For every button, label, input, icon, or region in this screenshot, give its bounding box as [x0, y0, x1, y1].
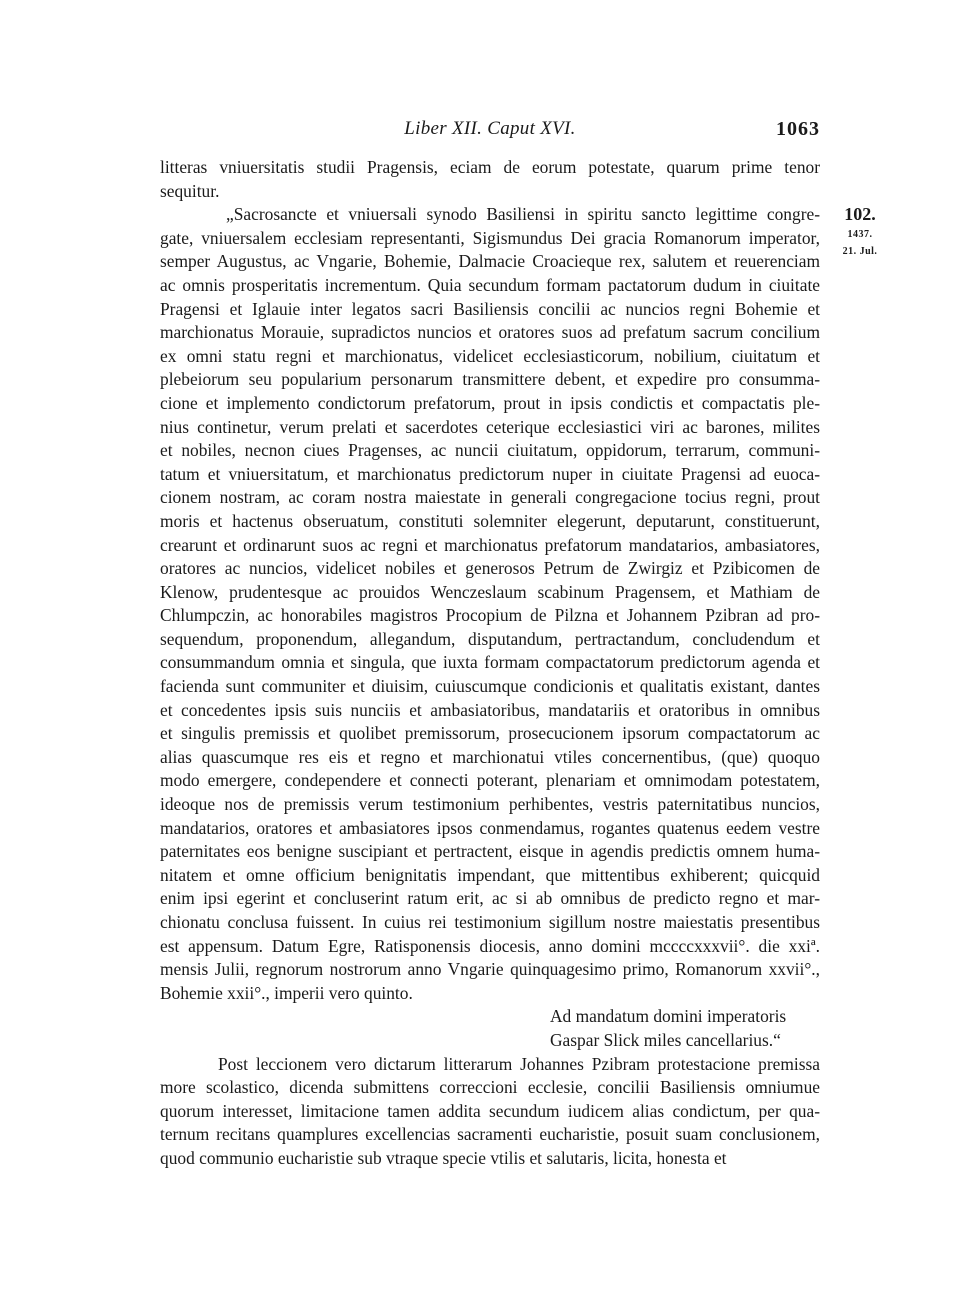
paragraph-following [160, 1053, 820, 1171]
page-number: 1063 [776, 118, 820, 140]
text-line: paternitates eos benigne suscipiant et pertractent, eisque in agendis predictis omnem huma- [160, 841, 820, 862]
text-line: tatum et vniuersitatum, et marchionatus predictorum nuper in ciuitate Pragensi ad euoca- [160, 463, 820, 484]
text-line: „Sacrosancte et vniuersali synodo Basiliensi in spiritu sancto legittime congre- [226, 204, 820, 225]
text-line: Klenow, prudentesque ac prouidos Wenczeslaum scabinum Pragensem, et Mathiam de [160, 581, 820, 602]
text-line: moris et hactenus obseruatum, constituti solemniter elegerunt, deputarunt, constituerunt, [160, 510, 820, 531]
running-header [160, 118, 820, 144]
text-line: ternum recitans quamplures excellencias sacramenti eucharistie, posuit suam conclusionem, [160, 1124, 820, 1145]
text-line: consummandum omnia et singula, que iuxta formam compactatorum predictorum agenda et [160, 652, 820, 673]
text-line: enim ipsi egerint et concluserint ratum erit, ac si ab omnibus de predicto regno et mar- [160, 888, 820, 909]
text-line: sequendum, proponendum, allegandum, disputandum, pertractandum, concludendum et [160, 628, 820, 649]
text-line: ex omni statu regni et marchionatus, videlicet ecclesiasticorum, nobilium, ciuitatum et [160, 345, 820, 366]
paragraph-opening [160, 156, 820, 203]
text-line: nitatem et omne officium benignitatis impendant, que mittentibus exhiberent; quicquid [160, 864, 820, 885]
text-line: modo emergere, condependere et connecti poterant, plenariam et omnimodam potestatem, [160, 770, 820, 791]
text-line: alias quascumque res eis et regno et marchionatui vtiles concernentibus, (que) quoquo [160, 746, 820, 767]
text-line: Bohemie xxii°., imperii vero quinto. [160, 982, 413, 1003]
text-line: crearunt et ordinarunt suos ac regni et marchionatus prefatorum mandatarios, ambasiatores, [160, 534, 820, 555]
text-line: cionem nostram, ac coram nostra maiestate in generali congregacione tocius regni, prout [160, 487, 820, 508]
text-line: et nobiles, necnon ciues Pragenses, ac nuncii ciuitatum, oppidorum, terrarum, communi- [160, 440, 820, 461]
body-text [160, 156, 820, 1171]
signature-line: Gaspar Slick miles cancellarius.“ [550, 1029, 781, 1050]
margin-date: 21. Jul. [842, 246, 878, 257]
text-line: quod communio eucharistie sub vtraque specie vtilis et salutaris, licita, honesta et [160, 1147, 727, 1168]
text-line: et singulis premissis et quolibet premissorum, prosecucionem ipsorum compactatorum ac [160, 723, 820, 744]
text-line: sequitur. [160, 180, 220, 201]
text-line: mandatarios, oratores et ambasiatores ipsos conmendamus, rogantes quatenus eedem vestre [160, 817, 820, 838]
text-line: Chlumpczin, ac honorabiles magistros Procopium de Pilzna et Johannem Pzibran ad pro- [160, 605, 820, 626]
text-line: plebeiorum seu popularium personarum transmittere debent, et expedire pro consumma- [160, 369, 820, 390]
paragraph-imperial-letter [160, 203, 820, 1005]
text-line: Post leccionem vero dictarum litterarum Johannes Pzibram protestacione premissa [218, 1053, 820, 1074]
margin-document-number: 102. [844, 204, 876, 224]
text-line: Pragensi et Iglauie inter legatos sacri Basiliensis concilii ac nuncios regni Bohemie et [160, 298, 820, 319]
text-line: more scolastico, dicenda submittens correccioni ecclesie, concilii Basiliensis omniumue [160, 1077, 820, 1098]
text-line: cione et implemento condictorum prefatorum, prout in ipsis condictis et compactatis ple- [160, 392, 820, 413]
text-line: chionatu conclusa fuissent. In cuius rei testimonium sigillum nostre maiestatis presentibus [160, 912, 820, 932]
text-line: semper Augustus, ac Vngarie, Bohemie, Dalmacie Croacieque rex, salutem et reuerenciam [160, 251, 820, 272]
text-line: marchionatus Morauie, supradictos nuncios et oratores suos ad prefatum sacrum concilium [160, 322, 820, 343]
margin-year: 1437. [847, 229, 873, 240]
text-line: oratores ac nuncios, videlicet nobiles et generosos Petrum de Zwirgiz et Pzibicomen de [160, 558, 820, 579]
text-line: quorum interesset, limitacione tamen addita secundum iudicem alias condictum, per qua- [160, 1100, 820, 1121]
text-line: mensis Julii, regnorum nostrorum anno Vngarie quinquagesimo primo, Romanorum xxvii°., [160, 959, 820, 980]
running-title: Liber XII. Caput XVI. [404, 118, 576, 139]
text-line: ac omnis prosperitatis incrementum. Quia secundum formam pactatorum dudum in ciuitate [160, 274, 820, 295]
signature-line: Ad mandatum domini imperatoris [550, 1006, 787, 1027]
text-line: et concedentes ipsis suis nunciis et ambasiatoribus, mandatariis et oratoribus in omnibus [160, 699, 820, 720]
text-line: litteras vniuersitatis studii Pragensis, eciam de eorum potestate, quarum prime tenor [160, 157, 820, 177]
text-line: ideoque nos de premissis verum testimonium perhibentes, vestris paternitatibus nuncios, [160, 794, 820, 815]
text-line: nius continetur, verum prelati et sacerdotes ceterique ecclesiastici viri ac barones, milites [160, 416, 820, 437]
text-line: gate, vniuersalem ecclesiam representanti, Sigismundus Dei gracia Romanorum imperator, [160, 227, 820, 248]
signature-block [160, 1005, 820, 1052]
text-line: facienda sunt communiter et diuisim, cuiuscumque condicionis et qualitatis existant, dantes [160, 676, 820, 697]
text-line: est appensum. Datum Egre, Ratisponensis diocesis, anno domini mccccxxxvii°. die xxiª. [160, 935, 820, 956]
